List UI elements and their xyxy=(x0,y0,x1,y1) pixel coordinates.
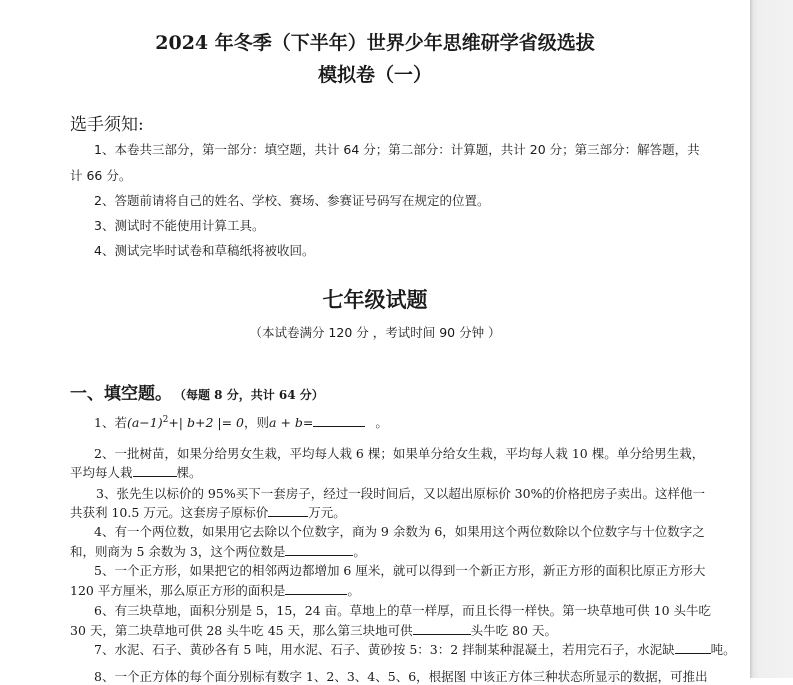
question-2-cont xyxy=(70,463,202,481)
notice-rule-3: 3、测试时不能使用计算工具。 xyxy=(94,218,265,233)
question-6: 6、有三块草地，面积分别是 5，15，24 亩。草地上的草一样厚，而且长得一样快。第一块草地可供 10 头牛吃 xyxy=(94,603,712,618)
q7-text: 7、水泥、石子、黄砂各有 5 吨，用水泥、石子、黄砂按 5：3：2 拌制某种混凝土，若用完石子，水泥缺 xyxy=(94,642,675,657)
question-6-cont xyxy=(70,621,557,639)
section-title: 一、填空题。 xyxy=(70,384,172,404)
q2-text: 平均每人栽 xyxy=(70,465,133,480)
notice-heading: 选手须知: xyxy=(70,115,144,135)
q7-unit: 吨。 xyxy=(710,642,736,657)
question-2: 2、一批树苗，如果分给男女生栽，平均每人栽 6 棵；如果单分给女生栽，平均每人栽 10 棵。单分给男生栽， xyxy=(94,446,705,461)
exam-subtitle: 模拟卷（一） xyxy=(317,64,432,86)
grade-title: 七年级试题 xyxy=(322,287,428,312)
q1-expression-b: +| b+2 |= 0 xyxy=(168,415,244,430)
q3-answer-blank[interactable] xyxy=(268,504,308,517)
question-8: 8、一个正方体的每个面分别标有数字 1、2、3、4、5、6，根据图 中该正方体三种状态所显示的数据，可推出 xyxy=(94,669,708,684)
q1-expression-a: (a−1) xyxy=(126,415,163,430)
q1-ask: a + b xyxy=(269,415,303,430)
question-4: 4、有一个两位数，如果用它去除以个位数字，商为 9 余数为 6，如果用这个两位数除以个位数字与十位数字之 xyxy=(94,524,705,539)
q6-unit: 头牛吃 80 天。 xyxy=(470,623,557,638)
q4-end: 。 xyxy=(353,544,366,559)
grade-subtitle: （本试卷满分 120 分 ，考试时间 90 分钟 ） xyxy=(249,325,501,340)
q2-answer-blank[interactable] xyxy=(133,464,177,477)
q1-exponent: 2 xyxy=(162,414,169,425)
notice-rule-1: 1、本卷共三部分，第一部分：填空题，共计 64 分；第二部分：计算题，共计 20 分；第三部分：解答题，共 xyxy=(94,142,700,157)
notice-rule-2: 2、答题前请将自己的姓名、学校、赛场、参赛证号码写在规定的位置。 xyxy=(94,193,490,208)
q5-answer-blank[interactable] xyxy=(285,582,347,595)
section-heading xyxy=(70,379,324,404)
notice-rule-4: 4、测试完毕时试卷和草稿纸将被收回。 xyxy=(94,243,315,258)
q2-unit: 棵。 xyxy=(176,465,202,480)
q3-text: 共获利 10.5 万元。这套房子原标价 xyxy=(70,505,269,520)
question-3: 3、张先生以标价的 95%买下一套房子，经过一段时间后，又以超出原标价 30%的价格把房子卖出。这样他一 xyxy=(96,486,705,501)
notice-rule-1-cont: 计 66 分。 xyxy=(70,168,132,183)
q1-prefix: 1、若 xyxy=(94,415,127,430)
question-5: 5、一个正方形，如果把它的相邻两边都增加 6 厘米，就可以得到一个新正方形，新正方形的面积比原正方形大 xyxy=(94,563,706,578)
q4-answer-blank[interactable] xyxy=(285,543,353,556)
exam-title: 2024 年冬季（下半年）世界少年思维研学省级选拔 xyxy=(155,32,595,54)
q3-unit: 万元。 xyxy=(308,505,346,520)
section-note: （每题 8 分，共计 64 分） xyxy=(180,388,324,402)
question-7 xyxy=(94,640,736,658)
q7-answer-blank[interactable] xyxy=(675,641,711,654)
q1-mid: ，则 xyxy=(244,415,270,430)
viewer-side-gutter xyxy=(750,0,793,678)
question-4-cont xyxy=(70,542,366,560)
q1-answer-blank[interactable] xyxy=(313,414,365,427)
question-1 xyxy=(94,413,388,431)
q5-text: 120 平方厘米，那么原正方形的面积是 xyxy=(70,583,286,598)
q1-equals: = xyxy=(302,415,314,430)
q1-end: 。 xyxy=(375,415,388,430)
q6-text: 30 天，第二块草地可供 28 头牛吃 45 天，那么第三块地可供 xyxy=(70,623,413,638)
q4-text: 和，则商为 5 余数为 3，这个两位数是 xyxy=(70,544,286,559)
q5-end: 。 xyxy=(347,583,360,598)
question-5-cont xyxy=(70,581,360,599)
question-3-cont xyxy=(70,503,346,521)
q6-answer-blank[interactable] xyxy=(413,622,471,635)
